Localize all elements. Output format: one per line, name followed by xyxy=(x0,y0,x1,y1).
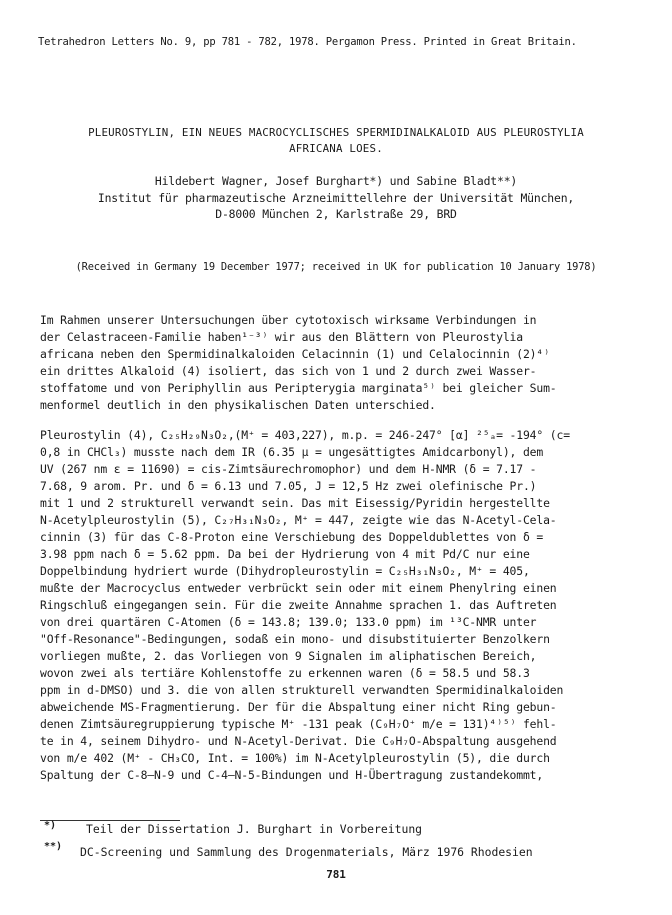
body-line: UV (267 nm ε = 11690) = cis-Zimtsäurechromophor) und dem H-NMR (δ = 7.17 - xyxy=(40,462,537,476)
body-line: 7.68, 9 arom. Pr. und δ = 6.13 und 7.05, J = 12,5 Hz zwei olefinische Pr.) xyxy=(40,479,537,493)
footnote-marker: *) xyxy=(44,820,57,831)
body-line: von m/e 402 (M⁺ - CH₃CO, Int. = 100%) im N-Acetylpleurostylin (5), die durch xyxy=(40,751,550,765)
article-title-line-2: AFRICANA LOES. xyxy=(289,142,383,155)
body-line: der Celastraceen-Familie haben¹⁻³⁾ wir aus den Blättern von Pleurostylia xyxy=(40,330,523,344)
journal-header: Tetrahedron Letters No. 9, pp 781 - 782, 1978. Pergamon Press. Printed in Great Britain. xyxy=(38,36,577,48)
footnote-marker: **) xyxy=(44,841,63,852)
body-line: africana neben den Spermidinalkaloiden Celacinnin (1) und Celalocinnin (2)⁴⁾ xyxy=(40,347,550,361)
body-line: ein drittes Alkaloid (4) isoliert, das sich von 1 und 2 durch zwei Wasser- xyxy=(40,364,537,378)
body-line: 3.98 ppm nach δ = 5.62 ppm. Da bei der Hydrierung von 4 mit Pd/C nur eine xyxy=(40,547,530,561)
body-line: mußte der Macrocyclus entweder verbrückt sein oder mit einem Phenylring einen xyxy=(40,581,557,595)
body-line: wovon zwei als tertiäre Kohlenstoffe zu erkennen waren (δ = 58.5 und 58.3 xyxy=(40,666,530,680)
body-line: "Off-Resonance"-Bedingungen, sodaß ein mono- und disubstituierter Benzolkern xyxy=(40,632,550,646)
body-line: 0,8 in CHCl₃) musste nach dem IR (6.35 µ = ungesättigtes Amidcarbonyl), dem xyxy=(40,445,544,459)
body-line: Pleurostylin (4), C₂₅H₂₉N₃O₂,(M⁺ = 403,227), m.p. = 246-247° [α] ²⁵ₐ= -194° (c= xyxy=(40,428,570,442)
body-line: abweichende MS-Fragmentierung. Der für die Abspaltung einer nicht Ring gebun- xyxy=(40,700,557,714)
article-title-line-1: PLEUROSTYLIN, EIN NEUES MACROCYCLISCHES SPERMIDINALKALOID AUS PLEUROSTYLIA xyxy=(88,126,584,139)
body-line: Im Rahmen unserer Untersuchungen über cytotoxisch wirksame Verbindungen in xyxy=(40,313,537,327)
affiliation-line-1: Institut für pharmazeutische Arzneimittellehre der Universität München, xyxy=(97,191,575,205)
body-line: Spaltung der C-8—N-9 und C-4—N-5-Bindungen und H-Übertragung zustandekommt, xyxy=(40,768,544,782)
body-line: N-Acetylpleurostylin (5), C₂₇H₃₁N₃O₂, M⁺ = 447, zeigte wie das N-Acetyl-Cela- xyxy=(40,513,557,527)
author-list: Hildebert Wagner, Josef Burghart*) und Sabine Bladt**) xyxy=(154,174,518,188)
footnote-text: Teil der Dissertation J. Burghart in Vorbereitung xyxy=(86,822,423,836)
body-line: vorliegen mußte, 2. das Vorliegen von 9 Signalen im aliphatischen Bereich, xyxy=(40,649,537,663)
body-line: von drei quartären C-Atomen (δ = 143.8; 139.0; 133.0 ppm) im ¹³C-NMR unter xyxy=(40,615,537,629)
body-line: mit 1 und 2 strukturell verwandt sein. Das mit Eisessig/Pyridin hergestellte xyxy=(40,496,550,510)
body-line: cinnin (3) für das C-8-Proton eine Verschiebung des Doppeldublettes von δ = xyxy=(40,530,544,544)
page-number: 781 xyxy=(326,868,346,881)
body-line: te in 4, seinem Dihydro- und N-Acetyl-Derivat. Die C₉H₇O-Abspaltung ausgehend xyxy=(40,734,557,748)
body-line: menformel deutlich in den physikalischen Daten unterschied. xyxy=(40,398,436,412)
body-line: stoffatome und von Periphyllin aus Peripterygia marginata⁵⁾ bei gleicher Sum- xyxy=(40,381,557,395)
footnote-text: DC-Screening und Sammlung des Drogenmaterials, März 1976 Rhodesien xyxy=(80,845,533,859)
received-dates: (Received in Germany 19 December 1977; received in UK for publication 10 January 1978) xyxy=(75,261,597,273)
body-line: Ringschluß eingegangen sein. Für die zweite Annahme sprachen 1. das Auftreten xyxy=(40,598,557,612)
body-line: denen Zimtsäuregruppierung typische M⁺ -131 peak (C₉H₇O⁺ m/e = 131)⁴⁾⁵⁾ fehl- xyxy=(40,717,557,731)
affiliation-line-2: D-8000 München 2, Karlstraße 29, BRD xyxy=(215,207,457,221)
footnote-divider xyxy=(40,820,180,821)
body-line: ppm in d-DMSO) und 3. die von allen strukturell verwandten Spermidinalkaloiden xyxy=(40,683,564,697)
body-line: Doppelbindung hydriert wurde (Dihydropleurostylin = C₂₅H₃₁N₃O₂, M⁺ = 405, xyxy=(40,564,530,578)
